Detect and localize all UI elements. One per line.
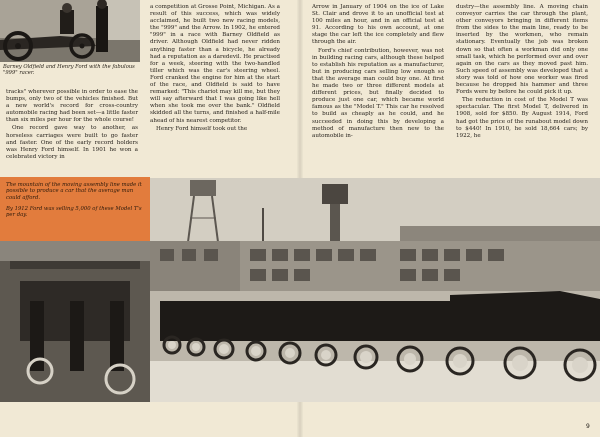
photo-factory-sky — [150, 178, 600, 242]
photo-999-racer — [0, 0, 140, 62]
photo-model-t-lineup — [0, 241, 600, 402]
paragraph: tracks" wherever possible in order to ease the bumps, only two of the vehicles finished. But a new world's record for cross-country automobile racing had been set—a little faster than six miles per hour for the whole course! — [6, 89, 138, 124]
text-column-3 — [312, 4, 444, 141]
text-column-4 — [456, 4, 588, 141]
paragraph: Arrow in January of 1904 on the ice of Lake St. Clair and drove it to an unofficial test at 100 miles an hour, and in an official test at 91. According to his own account, at one stage the car left the ice completely and flew through the air. — [312, 4, 444, 46]
callout-text: The mountain of the moving assembly line made it possible to produce a car that the average man could afford. — [6, 182, 142, 201]
racer-illustration — [0, 0, 140, 62]
model-t-illustration — [0, 241, 600, 402]
text-column-2 — [150, 4, 280, 134]
paragraph: Henry Ford himself took out the — [156, 125, 248, 132]
callout-text: By 1912 Ford was selling 5,000 of these Model T's per day. — [6, 205, 142, 219]
factory-sky-illustration — [150, 178, 600, 242]
paragraph: a competition at Grosse Point, Michigan. As a result of this success, which was widely acclaimed, he built two new racing models, the "999" and the Arrow. In 1902, he entered "999" in a race with Barney Oldfield as driver. Although Oldfield had never ridden anything faster than a bicycle, he already had a reputation as a daredevil. He practised for a week, steering with the two-handled tiller which was the car's steering wheel. Ford cranked the engine for him at the start of the race, and Oldfield is said to have remarked: "This chariot may kill me, but they will say afterward that I was going like hell when she took me over the bank." Oldfield skidded all the turns, and finished a half-mile ahead of his nearest competitor. — [150, 4, 280, 124]
text-column-1 — [6, 89, 138, 162]
paragraph: One record gave way to another, as horseless carriages were built to go faster and faster. One of the early record holders was Henry Ford himself. In 1901 he won a celebrated victory in — [6, 125, 138, 160]
photo-caption: Barney Oldfield and Henry Ford with the fabulous "999" racer. — [3, 64, 135, 77]
paragraph: Ford's chief contribution, however, was not in building racing cars, although these helped to establish his reputation as a manufacturer, but in producing cars selling low enough so that the average man could buy one. At first he made two or three different models at different prices, but finally decided to produce just one car, which became world famous as the "Model T." This car he resolved to build as cheaply as he could, and he succeeded in doing this by developing a method of manufacture then new to the automobile in- — [312, 47, 444, 139]
paragraph: The reduction in cost of the Model T was spectacular. The first Model T, delivered in 1908, sold for $850. By August 1914, Ford had got the price of the runabout model down to $440! In 1910, he sold 18,664 cars; by 1922, he — [456, 97, 588, 139]
callout-box — [0, 177, 150, 241]
page-number: 9 — [586, 423, 590, 430]
paragraph: dustry—the assembly line. A moving chain conveyor carries the car through the plant, other conveyors bringing in different items from the sides to the main line, ready to be inserted by the workmen, who remain stationary. Eventually the job was broken down so that often a workman did only one small task, which he performed over and over again on the cars as they moved past him. Such speed of assembly was developed that a story was told of how one worker was fired because he dropped his hammer and three Fords were by before he could pick it up. — [456, 4, 588, 96]
